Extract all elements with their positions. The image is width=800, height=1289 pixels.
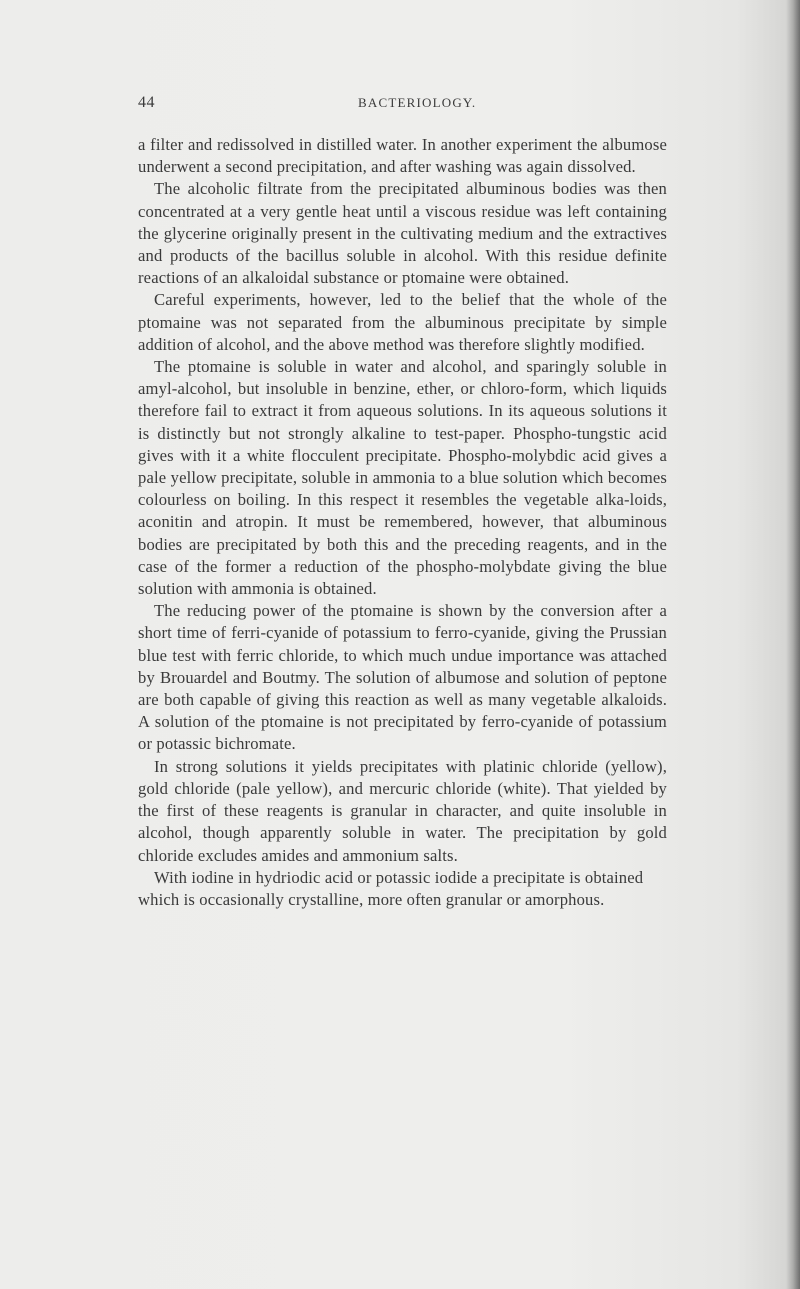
paragraph: With iodine in hydriodic acid or potassic iodide a precipitate is obtained which is occasionally crystalline, more often granular or amorphous. [138, 867, 644, 909]
page-edge-shadow [786, 0, 800, 1289]
page-header [138, 94, 668, 118]
paragraph: Careful experiments, however, led to the belief that the whole of the ptomaine was not separated from the albuminous precipitate by simple addition of alcohol, and the above method was therefore slightly modified. [138, 290, 667, 354]
page-number: 44 [138, 94, 155, 111]
paragraph: The reducing power of the ptomaine is shown by the conversion after a short time of ferri-cyanide of potassium to ferro-cyanide, giving the Prussian blue test with ferric chloride, to which much undue importance was attached by Brouardel and Boutmy. The solution of albumose and solution of peptone are both capable of giving this reaction as well as many vegetable alkaloids. A solution of the ptomaine is not precipitated by ferro-cyanide of potassium or potassic bichromate. [138, 601, 667, 754]
running-head: BACTERIOLOGY. [358, 95, 477, 110]
paragraph: In strong solutions it yields precipitates with platinic chloride (yellow), gold chloride (pale yellow), and mercuric chloride (white). That yielded by the first of these reagents is granular in character, and quite insoluble in alcohol, though apparently soluble in water. The precipitation by gold chloride excludes amides and ammonium salts. [138, 756, 667, 865]
paragraph: The alcoholic filtrate from the precipitated albuminous bodies was then concentrated at a very gentle heat until a viscous residue was left containing the glycerine originally present in the cultivating medium and the extractives and products of the bacillus soluble in alcohol. With this residue definite reactions of an alkaloidal substance or ptomaine were obtained. [138, 179, 667, 288]
paragraph: a filter and redissolved in distilled water. In another experiment the albumose underwent a second precipitation, and after washing was again dissolved. [138, 135, 667, 177]
body-text [138, 134, 667, 911]
paragraph: The ptomaine is soluble in water and alcohol, and sparingly soluble in amyl-alcohol, but insoluble in benzine, ether, or chloro-form, which liquids therefore fail to extract it from aqueous solutions. In its aqueous solutions it is distinctly but not strongly alkaline to test-paper. Phospho-tungstic acid gives with it a white flocculent precipitate. Phospho-molybdic acid gives a pale yellow precipitate, soluble in ammonia to a blue solution which becomes colourless on boiling. In this respect it resembles the vegetable alka-loids, aconitin and atropin. It must be remembered, however, that albuminous bodies are precipitated by both this and the preceding reagents, and in the case of the former a reduction of the phospho-molybdate giving the blue solution with ammonia is obtained. [138, 357, 667, 599]
